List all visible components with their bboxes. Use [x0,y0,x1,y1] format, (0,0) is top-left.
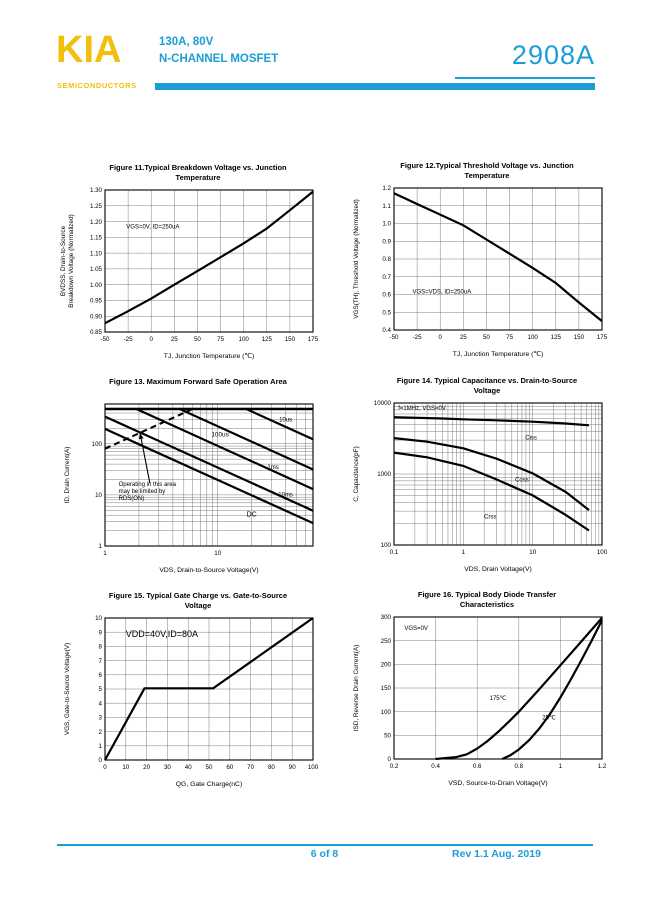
plot-annotation: 100us [211,431,229,439]
x-tick-label: -50 [100,336,110,343]
x-tick-label: 75 [217,336,225,343]
y-tick-label: 1.05 [89,266,102,274]
figure-16 [346,590,628,789]
y-tick-label: 1 [98,543,102,551]
y-tick-label: 0 [387,756,391,764]
series-normalized-threshold-voltage [394,193,602,321]
x-tick-label: 50 [205,764,213,771]
y-tick-label: 6 [98,672,102,679]
breakdown-voltage-vs-junction-temperature-plot [57,182,339,362]
y-axis-label: ISD, Reverse Drain Current(A) [353,644,360,732]
figure-11-title-line1: Figure 11.Typical Breakdown Voltage vs. Junction [109,163,287,172]
x-tick-label: 50 [193,336,201,343]
x-tick-label: 0 [103,764,107,771]
y-tick-label: 3 [98,714,102,722]
x-axis-label: VDS, Drain-to-Source Voltage(V) [159,567,259,574]
plot-annotation: may be limited by [118,488,166,495]
y-tick-label: 9 [98,629,102,637]
x-tick-label: 10 [214,550,222,557]
figure-13-title [57,377,339,396]
y-axis-label-line2: Breakdown Voltage (Normalized) [68,214,75,308]
y-tick-label: 100 [91,441,102,448]
y-tick-label: 0.95 [89,297,102,305]
revision-label: Rev 1.1 Aug. 2019 [452,848,541,860]
y-tick-label: 1.10 [89,250,102,258]
y-tick-label: 100 [380,542,391,550]
y-tick-label: 10 [95,492,102,500]
figure-16-canvas [346,609,628,789]
x-axis-label: VSD, Source-to-Drain Voltage(V) [448,780,548,787]
plot-annotation: Ciss [525,435,537,442]
series-diode-25c [502,620,602,759]
y-tick-label: 1 [98,743,102,750]
y-tick-label: 1.2 [382,185,391,193]
figure-12 [346,161,628,360]
device-type: N-CHANNEL MOSFET [159,53,279,65]
x-tick-label: 1 [103,550,107,557]
y-tick-label: 8 [98,643,102,651]
x-tick-label: 0 [438,334,442,341]
figure-11 [57,163,339,362]
figure-15-canvas [57,610,339,790]
y-tick-label: 7 [98,657,102,665]
x-tick-label: 0 [149,336,153,343]
plot-annotation: 25℃ [542,715,556,722]
y-tick-label: 2 [98,728,102,736]
y-tick-label: 10000 [373,400,391,408]
plot-annotation: VGS=0V [404,625,428,632]
x-tick-label: -50 [389,334,399,341]
part-number: 2908A [511,40,595,70]
x-tick-label: 100 [238,336,249,343]
x-tick-label: 0.4 [431,763,440,770]
y-tick-label: 10 [95,615,102,623]
y-tick-label: 250 [380,637,391,645]
y-axis-label-line1: BVDSS, Drain-to-Source [60,225,67,297]
x-tick-label: 150 [573,334,585,341]
x-tick-label: 10 [122,764,130,771]
x-tick-label: 10 [529,549,537,556]
figure-14-title-line1: Figure 14. Typical Capacitance vs. Drain-to-Source [396,376,578,385]
series-pulse-10us [246,409,313,439]
y-tick-label: 150 [380,685,391,693]
x-tick-label: 0.1 [389,549,399,556]
x-axis-label: VDS, Drain Voltage(V) [464,566,532,573]
series-normalized-breakdown-voltage [105,192,313,324]
figure-15-title-line1: Figure 15. Typical Gate Charge vs. Gate-to-Source [108,591,288,600]
figure-13-canvas [57,396,339,576]
y-tick-label: 0 [98,757,102,765]
gate-charge-vs-gate-to-source-voltage-plot [57,610,339,790]
figure-14-title-line2: Voltage [473,385,501,395]
figure-14-title [346,376,628,395]
plot-annotation: DC [246,511,257,519]
plot-annotation: 1ms [267,465,279,472]
y-tick-label: 1.15 [89,234,102,242]
y-tick-label: 0.90 [89,313,102,321]
y-tick-label: 100 [380,708,391,716]
capacitance-vs-drain-to-source-voltage-plot [346,395,628,575]
annotation-arrow [140,433,150,483]
y-tick-label: 0.9 [382,238,391,246]
body-diode-transfer-characteristics-plot [346,609,628,789]
y-axis-label: VGS(TH), Threshold Voltage (Normalized) [353,199,360,319]
figure-12-canvas [346,180,628,360]
plot-annotation: VDD=40V,ID=80A [125,629,199,640]
x-tick-label: 20 [143,764,151,771]
page-indicator: 6 of 8 [310,848,339,860]
y-tick-label: 0.6 [382,291,391,299]
y-tick-label: 0.8 [382,256,391,264]
y-tick-label: 1.00 [89,281,102,289]
figure-15-title-line2: Voltage [184,600,212,610]
x-axis-label: TJ, Junction Temperature (℃) [452,351,544,358]
x-tick-label: 0.8 [514,763,524,770]
plot-annotation: 10ms [278,492,293,499]
x-tick-label: 175 [596,334,608,341]
figure-14 [346,376,628,575]
y-tick-label: 1.30 [89,187,102,195]
figure-12-title [346,161,628,180]
figure-14-canvas [346,395,628,575]
x-tick-label: 50 [482,334,490,341]
x-tick-label: 25 [170,336,178,343]
y-tick-label: 1.1 [382,202,391,210]
header-thick-bar [155,83,595,90]
plot-annotation: VGS=0V, ID=250uA [126,224,180,231]
figure-16-title-line1: Figure 16. Typical Body Diode Transfer [417,590,557,599]
figure-13-title-line1: Figure 13. Maximum Forward Safe Operation Area [109,377,287,386]
threshold-voltage-vs-junction-temperature-plot [346,180,628,360]
plot-annotation: Operating in this area [118,481,176,488]
series-ciss [394,417,589,425]
x-tick-label: 150 [284,336,296,343]
x-tick-label: -25 [412,334,422,341]
y-tick-label: 5 [98,686,102,694]
y-tick-label: 1000 [377,471,391,479]
y-axis-label: C, Capacitance(pF) [353,446,360,502]
x-tick-label: 75 [506,334,514,341]
x-tick-label: 30 [163,764,171,771]
footer-rule [57,844,593,846]
device-rating: 130A, 80V [159,36,214,48]
figure-12-title-line2: Temperature [464,170,510,180]
y-tick-label: 1.20 [89,218,102,226]
y-axis-label: ID, Drain Current(A) [64,446,71,504]
x-tick-label: 90 [288,764,296,771]
x-axis-label: TJ, Junction Temperature (℃) [163,353,255,360]
x-tick-label: 1.2 [597,763,607,770]
kia-logo-subtext: SEMICONDUCTORS [57,81,137,90]
kia-logo: KIA [56,29,122,71]
x-tick-label: 125 [550,334,561,341]
x-tick-label: 0.2 [389,763,399,770]
figure-13 [57,377,339,576]
figure-11-title [57,163,339,182]
x-tick-label: 125 [261,336,272,343]
x-tick-label: 0.6 [472,763,482,770]
x-tick-label: -25 [123,336,133,343]
x-tick-label: 25 [459,334,467,341]
plot-annotation: VGS=VDS, ID=250uA [412,289,472,296]
x-tick-label: 175 [307,336,319,343]
x-tick-label: 100 [527,334,538,341]
y-tick-label: 1.25 [89,203,102,210]
x-tick-label: 1 [461,549,466,556]
y-tick-label: 0.5 [382,309,391,317]
figure-11-canvas [57,182,339,362]
x-tick-label: 40 [184,764,192,771]
figure-16-title-line2: Characteristics [459,599,515,609]
x-tick-label: 60 [226,764,234,771]
figure-11-title-line2: Temperature [175,172,221,182]
figure-15-title [57,591,339,610]
x-tick-label: 1 [558,763,563,770]
plot-annotation: 175℃ [489,695,507,702]
y-tick-label: 300 [380,614,391,622]
plot-annotation: f=1MHz, VGS=0V [398,405,446,412]
y-tick-label: 0.4 [382,327,391,335]
x-tick-label: 100 [596,549,608,556]
y-tick-label: 4 [98,700,102,708]
y-tick-label: 0.7 [382,274,391,281]
y-axis-label: VGS, Gate-to-Source Voltage(V) [64,642,71,736]
plot-annotation: 10us [279,417,293,424]
x-tick-label: 100 [307,764,319,771]
y-tick-label: 200 [380,661,391,669]
plot-border [105,190,313,332]
x-axis-label: QG, Gate Charge(nC) [175,781,243,788]
x-tick-label: 80 [267,764,275,771]
y-tick-label: 0.85 [89,329,102,337]
plot-annotation: RDS(ON) [118,495,145,502]
plot-annotation: Coss [515,477,529,484]
y-tick-label: 1.0 [382,220,391,228]
figure-12-title-line1: Figure 12.Typical Threshold Voltage vs. Junction [400,161,574,170]
maximum-forward-safe-operation-area-plot [57,396,339,576]
x-tick-label: 70 [247,764,255,771]
figure-16-title [346,590,628,609]
plot-annotation: Crss [484,514,497,521]
y-tick-label: 50 [384,732,391,740]
figure-15 [57,591,339,790]
header-thin-rule [455,77,595,79]
